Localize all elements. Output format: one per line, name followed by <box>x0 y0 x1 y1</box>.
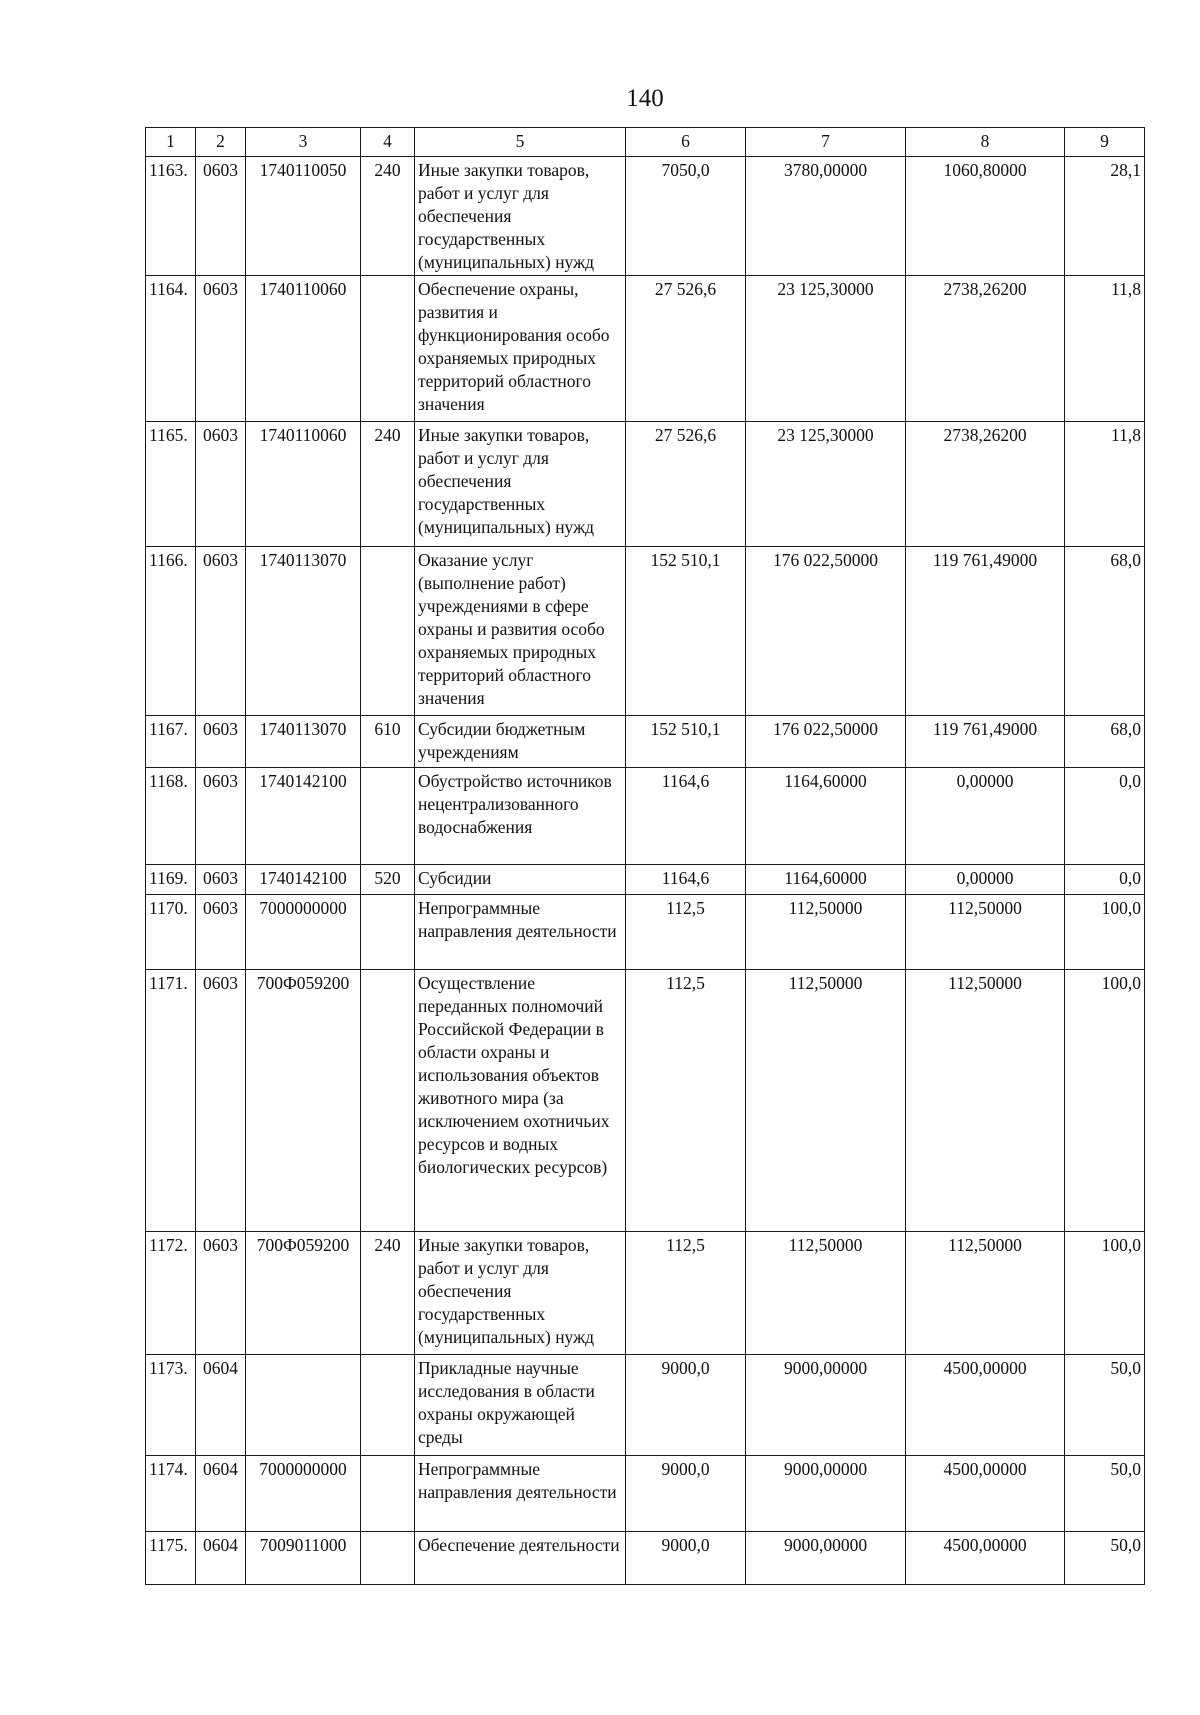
executed-amount: 119 761,49000 <box>906 716 1065 768</box>
executed-amount: 112,50000 <box>906 1232 1065 1355</box>
executed-amount: 112,50000 <box>906 970 1065 1232</box>
article-code: 1740113070 <box>246 547 361 716</box>
expense-type-code: 240 <box>361 1232 415 1355</box>
expense-type-code: 240 <box>361 157 415 276</box>
updated-plan-amount: 3780,00000 <box>746 157 906 276</box>
table-row <box>146 865 1145 895</box>
plan-amount: 7050,0 <box>626 157 746 276</box>
column-number-row <box>146 128 1145 157</box>
expense-name: Обеспечение деятельности <box>415 1532 626 1585</box>
row-number: 1174. <box>146 1456 196 1532</box>
updated-plan-amount: 112,50000 <box>746 1232 906 1355</box>
section-code: 0603 <box>196 895 246 970</box>
plan-amount: 9000,0 <box>626 1532 746 1585</box>
row-number: 1165. <box>146 422 196 547</box>
expense-type-code <box>361 895 415 970</box>
execution-percent: 0,0 <box>1065 768 1145 865</box>
expense-type-code <box>361 547 415 716</box>
execution-percent: 68,0 <box>1065 547 1145 716</box>
article-code: 7000000000 <box>246 1456 361 1532</box>
article-code: 1740113070 <box>246 716 361 768</box>
execution-percent: 50,0 <box>1065 1355 1145 1456</box>
expense-name: Субсидии бюджетным учреждениям <box>415 716 626 768</box>
table-row <box>146 716 1145 768</box>
row-number: 1173. <box>146 1355 196 1456</box>
executed-amount: 0,00000 <box>906 865 1065 895</box>
expense-name: Иные закупки товаров, работ и услуг для обеспечения государственных (муниципальных) нужд <box>415 157 626 276</box>
executed-amount: 4500,00000 <box>906 1532 1065 1585</box>
executed-amount: 119 761,49000 <box>906 547 1065 716</box>
section-code: 0603 <box>196 276 246 422</box>
table-row <box>146 895 1145 970</box>
column-number: 9 <box>1065 128 1145 157</box>
article-code: 7000000000 <box>246 895 361 970</box>
row-number: 1164. <box>146 276 196 422</box>
executed-amount: 2738,26200 <box>906 422 1065 547</box>
plan-amount: 112,5 <box>626 970 746 1232</box>
expense-name: Обеспечение охраны, развития и функционирования особо охраняемых природных территорий областного значения <box>415 276 626 422</box>
plan-amount: 9000,0 <box>626 1456 746 1532</box>
section-code: 0603 <box>196 865 246 895</box>
table-row <box>146 1532 1145 1585</box>
section-code: 0604 <box>196 1532 246 1585</box>
expense-type-code <box>361 1532 415 1585</box>
row-number: 1175. <box>146 1532 196 1585</box>
article-code: 1740110060 <box>246 276 361 422</box>
updated-plan-amount: 23 125,30000 <box>746 276 906 422</box>
row-number: 1166. <box>146 547 196 716</box>
expense-type-code <box>361 276 415 422</box>
table-row <box>146 1355 1145 1456</box>
updated-plan-amount: 112,50000 <box>746 970 906 1232</box>
execution-percent: 0,0 <box>1065 865 1145 895</box>
column-number: 4 <box>361 128 415 157</box>
row-number: 1171. <box>146 970 196 1232</box>
updated-plan-amount: 9000,00000 <box>746 1532 906 1585</box>
plan-amount: 9000,0 <box>626 1355 746 1456</box>
updated-plan-amount: 176 022,50000 <box>746 716 906 768</box>
executed-amount: 1060,80000 <box>906 157 1065 276</box>
article-code: 700Ф059200 <box>246 970 361 1232</box>
plan-amount: 152 510,1 <box>626 716 746 768</box>
section-code: 0604 <box>196 1355 246 1456</box>
column-number: 6 <box>626 128 746 157</box>
expense-type-code <box>361 970 415 1232</box>
table-row <box>146 970 1145 1232</box>
expense-name: Иные закупки товаров, работ и услуг для обеспечения государственных (муниципальных) нужд <box>415 1232 626 1355</box>
plan-amount: 152 510,1 <box>626 547 746 716</box>
expense-name: Обустройство источников нецентрализованного водоснабжения <box>415 768 626 865</box>
updated-plan-amount: 1164,60000 <box>746 768 906 865</box>
execution-percent: 68,0 <box>1065 716 1145 768</box>
table-row <box>146 276 1145 422</box>
section-code: 0603 <box>196 157 246 276</box>
execution-percent: 50,0 <box>1065 1532 1145 1585</box>
column-number: 1 <box>146 128 196 157</box>
table-row <box>146 157 1145 276</box>
row-number: 1169. <box>146 865 196 895</box>
expense-name: Прикладные научные исследования в области охраны окружающей среды <box>415 1355 626 1456</box>
executed-amount: 4500,00000 <box>906 1355 1065 1456</box>
updated-plan-amount: 112,50000 <box>746 895 906 970</box>
section-code: 0603 <box>196 716 246 768</box>
expense-name: Непрограммные направления деятельности <box>415 895 626 970</box>
article-code: 1740110050 <box>246 157 361 276</box>
executed-amount: 112,50000 <box>906 895 1065 970</box>
section-code: 0603 <box>196 1232 246 1355</box>
updated-plan-amount: 176 022,50000 <box>746 547 906 716</box>
plan-amount: 112,5 <box>626 895 746 970</box>
updated-plan-amount: 1164,60000 <box>746 865 906 895</box>
page-number: 140 <box>626 85 664 112</box>
section-code: 0603 <box>196 422 246 547</box>
expense-name: Субсидии <box>415 865 626 895</box>
table-row <box>146 547 1145 716</box>
execution-percent: 11,8 <box>1065 276 1145 422</box>
execution-percent: 100,0 <box>1065 895 1145 970</box>
column-number: 7 <box>746 128 906 157</box>
section-code: 0604 <box>196 1456 246 1532</box>
article-code: 1740110060 <box>246 422 361 547</box>
column-number: 8 <box>906 128 1065 157</box>
plan-amount: 1164,6 <box>626 865 746 895</box>
section-code: 0603 <box>196 547 246 716</box>
column-number: 5 <box>415 128 626 157</box>
updated-plan-amount: 9000,00000 <box>746 1355 906 1456</box>
execution-percent: 11,8 <box>1065 422 1145 547</box>
expense-name: Иные закупки товаров, работ и услуг для обеспечения государственных (муниципальных) нужд <box>415 422 626 547</box>
row-number: 1170. <box>146 895 196 970</box>
expense-type-code <box>361 1456 415 1532</box>
row-number: 1172. <box>146 1232 196 1355</box>
expense-type-code: 520 <box>361 865 415 895</box>
article-code <box>246 1355 361 1456</box>
article-code: 700Ф059200 <box>246 1232 361 1355</box>
execution-percent: 100,0 <box>1065 1232 1145 1355</box>
expense-type-code <box>361 768 415 865</box>
article-code: 7009011000 <box>246 1532 361 1585</box>
plan-amount: 1164,6 <box>626 768 746 865</box>
expense-type-code <box>361 1355 415 1456</box>
table-row <box>146 768 1145 865</box>
execution-percent: 28,1 <box>1065 157 1145 276</box>
article-code: 1740142100 <box>246 865 361 895</box>
expense-type-code: 610 <box>361 716 415 768</box>
row-number: 1168. <box>146 768 196 865</box>
expense-name: Осуществление переданных полномочий Российской Федерации в области охраны и использования объектов животного мира (за исключением охотничьих ресурсов и водных биологических ресурсов) <box>415 970 626 1232</box>
updated-plan-amount: 23 125,30000 <box>746 422 906 547</box>
updated-plan-amount: 9000,00000 <box>746 1456 906 1532</box>
column-number: 3 <box>246 128 361 157</box>
row-number: 1163. <box>146 157 196 276</box>
expense-type-code: 240 <box>361 422 415 547</box>
executed-amount: 2738,26200 <box>906 276 1065 422</box>
expense-name: Непрограммные направления деятельности <box>415 1456 626 1532</box>
executed-amount: 4500,00000 <box>906 1456 1065 1532</box>
budget-table <box>145 127 1145 1585</box>
row-number: 1167. <box>146 716 196 768</box>
executed-amount: 0,00000 <box>906 768 1065 865</box>
table-row <box>146 1456 1145 1532</box>
execution-percent: 50,0 <box>1065 1456 1145 1532</box>
plan-amount: 112,5 <box>626 1232 746 1355</box>
table-row <box>146 422 1145 547</box>
plan-amount: 27 526,6 <box>626 276 746 422</box>
section-code: 0603 <box>196 768 246 865</box>
section-code: 0603 <box>196 970 246 1232</box>
execution-percent: 100,0 <box>1065 970 1145 1232</box>
expense-name: Оказание услуг (выполнение работ) учреждениями в сфере охраны и развития особо охраняемых природных территорий областного значения <box>415 547 626 716</box>
plan-amount: 27 526,6 <box>626 422 746 547</box>
table-row <box>146 1232 1145 1355</box>
column-number: 2 <box>196 128 246 157</box>
article-code: 1740142100 <box>246 768 361 865</box>
